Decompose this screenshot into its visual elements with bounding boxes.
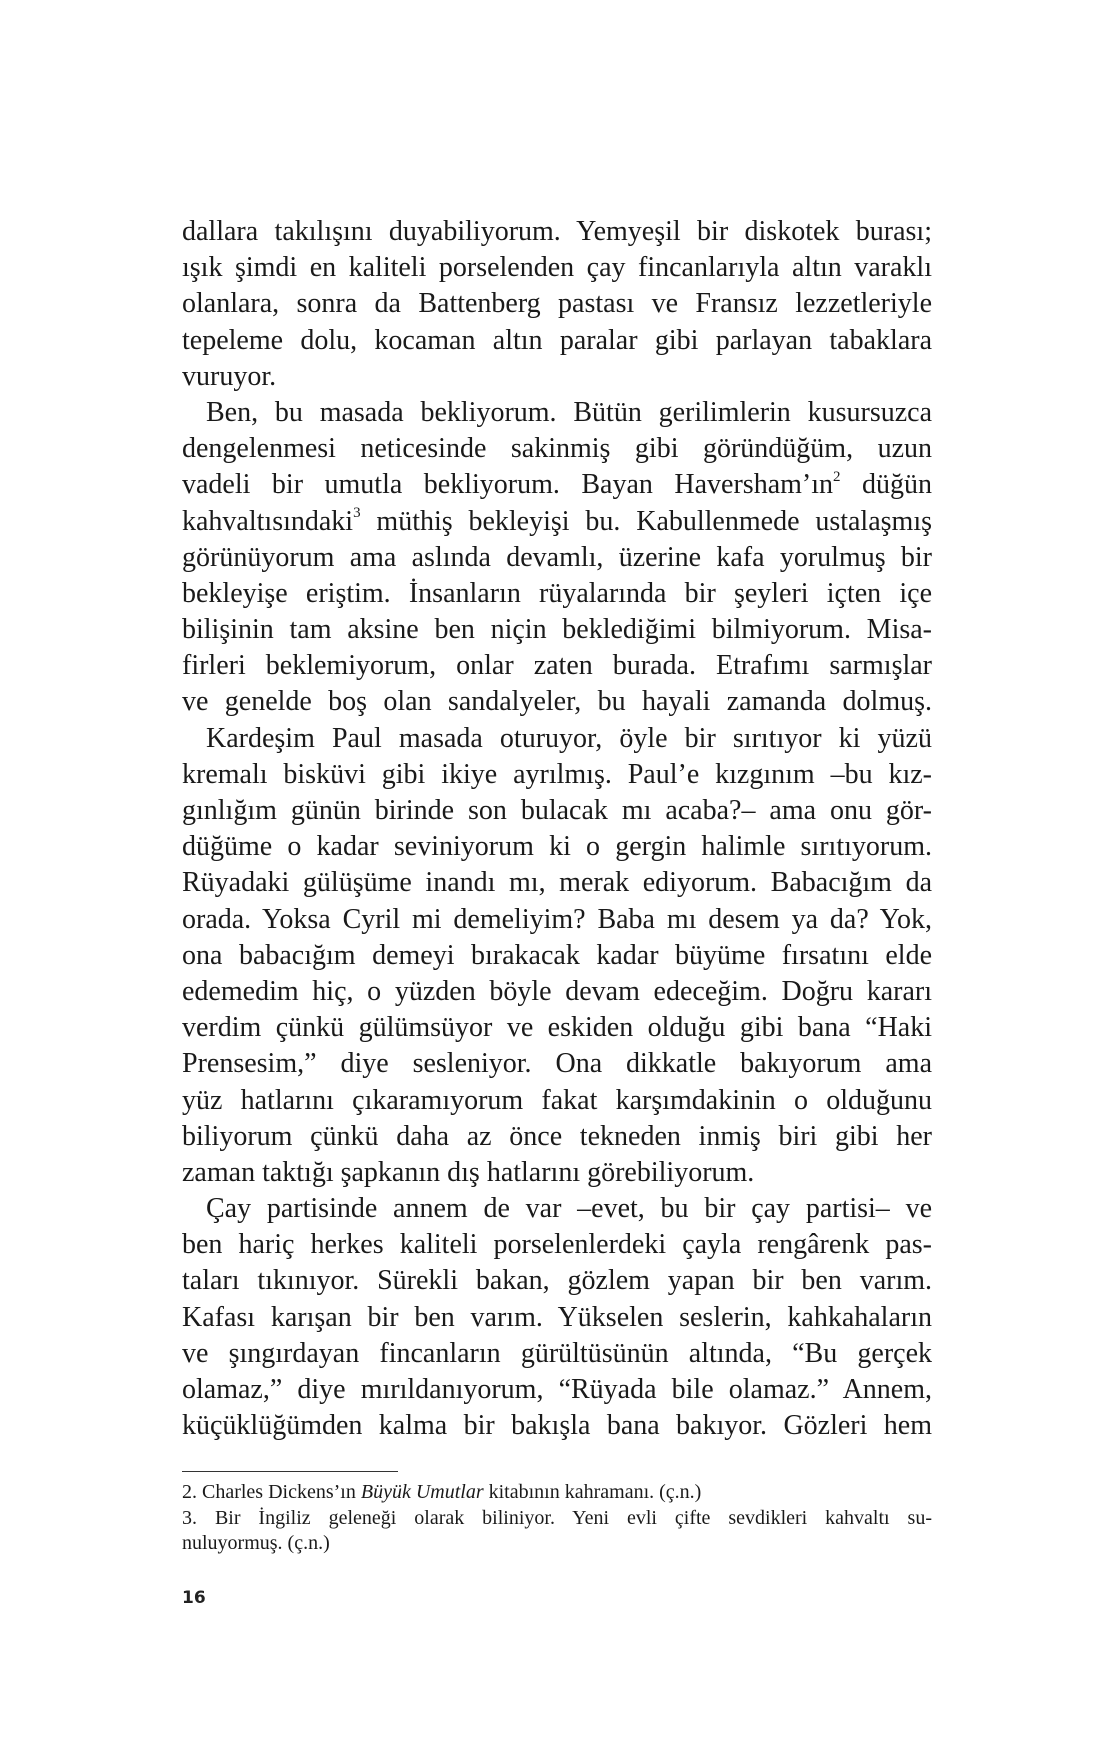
text-line: vuruyor. (182, 360, 277, 392)
footnote-3-line: 3. Bir İngiliz geleneği olarak biliniyor. Yeni evli çifte sevdikleri kahvaltı su- (182, 1506, 932, 1529)
text-line: küçüklüğümden kalma bir bakışla bana bakıyor. Gözleri hem (182, 1410, 932, 1442)
text-fragment: düğün (840, 469, 932, 501)
text-line: ışık şimdi en kaliteli porselenden çay fincanlarıyla altın varaklı (182, 252, 932, 284)
text-line: görünüyorum ama aslında devamlı, üzerine kafa yorulmuş bir (182, 541, 932, 573)
text-line: Prensesim,” diye sesleniyor. Ona dikkatle bakıyorum ama (182, 1048, 932, 1080)
text-line (182, 504, 932, 540)
text-line: Rüyadaki gülüşüme inandı mı, merak ediyorum. Babacığım da (182, 867, 932, 899)
footnote-text: kitabının kahramanı. (ç.n.) (483, 1481, 702, 1503)
page-number: 16 (182, 1588, 206, 1608)
text-line: ben hariç herkes kaliteli porselenlerdeki çayla rengârenk pas- (182, 1229, 932, 1261)
text-line: edemedim hiç, o yüzden böyle devam edeceğim. Doğru kararı (182, 975, 932, 1007)
text-line: firleri beklemiyorum, onlar zaten burada. Etrafımı sarmışlar (182, 650, 932, 682)
text-fragment: kahvaltısındaki (182, 505, 354, 537)
text-line: Çay partisinde annem de var –evet, bu bir çay partisi– ve (206, 1193, 932, 1225)
text-line: Kafası karışan bir ben varım. Yükselen seslerin, kahkahaların (182, 1301, 932, 1333)
text-line: bilişinin tam aksine ben niçin beklediğimi bilmiyorum. Misa- (182, 614, 932, 646)
text-line: düğüme o kadar seviniyorum ki o gergin halimle sırıtıyorum. (182, 831, 932, 863)
footnote-ref: 3 (353, 505, 361, 522)
text-line: ve genelde boş olan sandalyeler, bu hayali zamanda dolmuş. (182, 686, 932, 718)
body-text (182, 214, 932, 1444)
footnote-3-line: nuluyormuş. (ç.n.) (182, 1532, 330, 1554)
text-line: ona babacığım demeyi bırakacak kadar büyüme fırsatını elde (182, 939, 932, 971)
book-title: Büyük Umutlar (360, 1481, 484, 1503)
text-line: olanlara, sonra da Battenberg pastası ve Fransız lezzetleriyle (182, 288, 932, 320)
text-line: taları tıkınıyor. Sürekli bakan, gözlem yapan bir ben varım. (182, 1265, 932, 1297)
text-line: Ben, bu masada bekliyorum. Bütün gerilimlerin kusursuzca (206, 396, 932, 428)
text-line: biliyorum çünkü daha az önce tekneden inmiş biri gibi her (182, 1120, 932, 1152)
text-line: olamaz,” diye mırıldanıyorum, “Rüyada bile olamaz.” Annem, (182, 1374, 932, 1405)
text-line: verdim çünkü gülümsüyor ve eskiden olduğu gibi bana “Haki (182, 1012, 932, 1044)
text-line: ve şıngırdayan fincanların gürültüsünün altında, “Bu gerçek (182, 1337, 932, 1369)
footnote-divider (182, 1471, 398, 1472)
text-line: gınlığım günün birinde son bulacak mı acaba?– ama onu gör- (182, 795, 932, 826)
text-line: kremalı bisküvi gibi ikiye ayrılmış. Paul’e kızgınım –bu kız- (182, 758, 932, 790)
text-line: zaman taktığı şapkanın dış hatlarını görebiliyorum. (182, 1156, 755, 1188)
text-fragment: müthiş bekleyişi bu. Kabullenmede ustalaşmış (360, 505, 932, 537)
text-line: dallara takılışını duyabiliyorum. Yemyeşil bir diskotek burası; (182, 216, 932, 247)
footnotes (182, 1480, 932, 1557)
text-fragment: vadeli bir umutla bekliyorum. Bayan Haversham’ın (182, 469, 833, 501)
footnote-ref: 2 (833, 468, 841, 485)
text-line (182, 467, 932, 503)
text-line: dengelenmesi neticesinde sakinmiş gibi göründüğüm, uzun (182, 433, 932, 465)
text-line: Kardeşim Paul masada oturuyor, öyle bir sırıtıyor ki yüzü (206, 722, 932, 754)
text-line: tepeleme dolu, kocaman altın paralar gibi parlayan tabaklara (182, 324, 932, 356)
footnote-2 (182, 1480, 932, 1506)
text-line: bekleyişe eriştim. İnsanların rüyalarında bir şeyleri içten içe (182, 577, 932, 609)
footnote-text: 2. Charles Dickens’ın (182, 1481, 361, 1503)
text-line: orada. Yoksa Cyril mi demeliyim? Baba mı desem ya da? Yok, (182, 903, 932, 935)
text-line: yüz hatlarını çıkaramıyorum fakat karşımdakinin o olduğunu (182, 1084, 932, 1116)
